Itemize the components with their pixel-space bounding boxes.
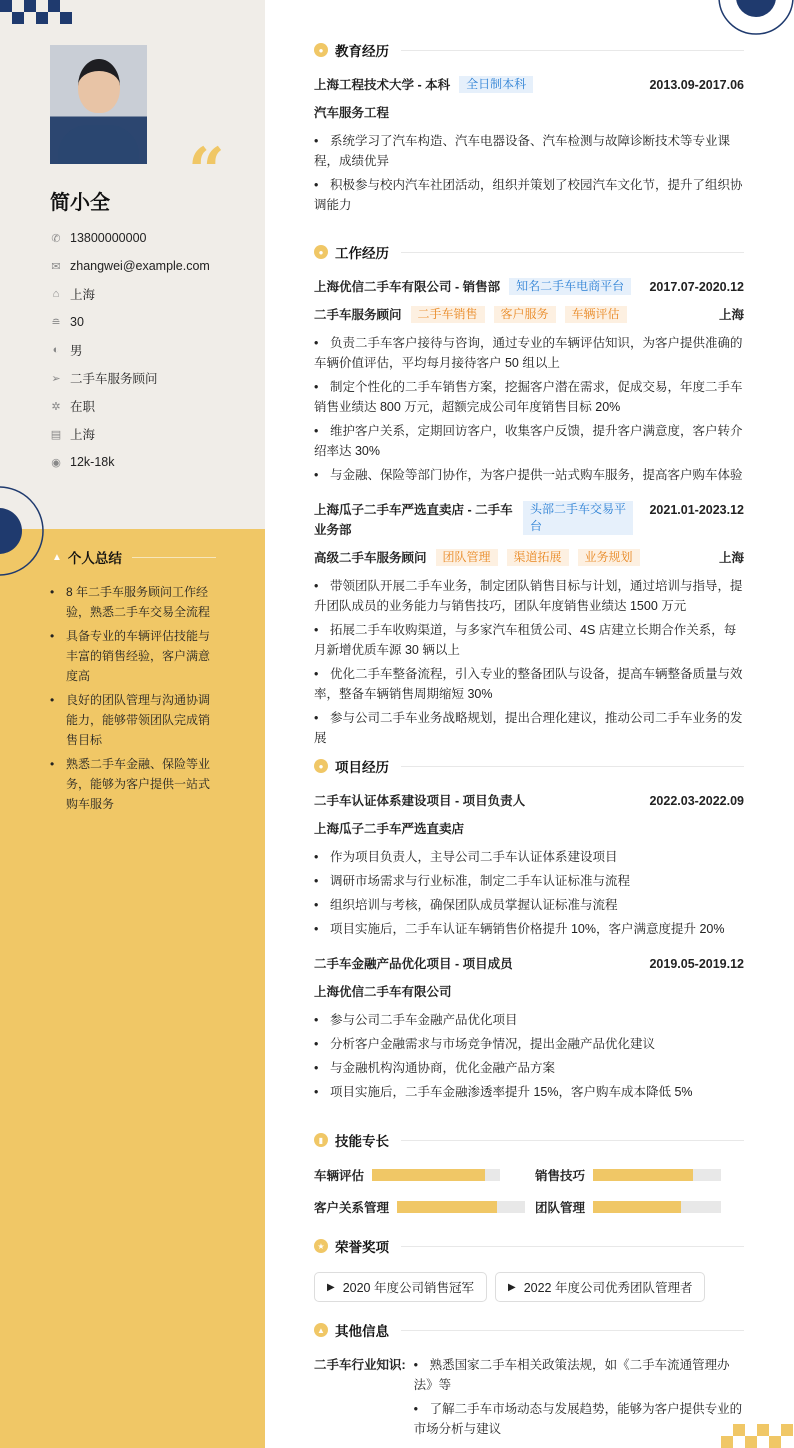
bullet-item: • 与金融机构沟通协商，优化金融产品方案 [314, 1058, 744, 1078]
skill-bar [372, 1169, 500, 1181]
project-bullets [314, 847, 744, 939]
company-tag: 头部二手车交易平台 [523, 501, 633, 535]
summary-item: • 8 年二手车服务顾问工作经验，熟悉二手车交易全流程 [50, 582, 216, 622]
user-icon: ▲ [52, 551, 62, 563]
checker-square [48, 0, 60, 12]
job-header [314, 500, 744, 540]
project-org-row [314, 819, 744, 839]
send-icon: ➢ [51, 372, 61, 385]
contact-list [50, 224, 210, 476]
bullet-item: • 项目实施后，二手车金融渗透率提升 15%，客户购车成本降低 5% [314, 1082, 744, 1102]
skill-tag: 客户服务 [494, 306, 556, 323]
circle-decoration [0, 484, 46, 578]
bullet-item: • 拓展二手车收购渠道，与多家汽车租赁公司、4S 店建立长期合作关系，每月新增优质车源 30 辆以上 [314, 620, 744, 660]
checker-square [745, 1436, 757, 1448]
bullet-item: • 优化二手车整备流程，引入专业的整备团队与设备，提高车辆整备质量与效率，整备车辆销售周期缩短 30% [314, 664, 744, 704]
salary-icon: ◉ [51, 456, 61, 469]
contact-text: 30 [70, 315, 84, 329]
education-date: 2013.09-2017.06 [649, 78, 744, 92]
mail-icon: ✉ [51, 260, 61, 273]
contact-text: 上海 [70, 428, 96, 442]
skill-tag: 团队管理 [436, 549, 498, 566]
job-city: 上海 [718, 308, 744, 322]
checker-square [36, 12, 48, 24]
contact-item [50, 280, 210, 308]
section-title: 其他信息 [335, 1324, 389, 1339]
contact-item [50, 336, 210, 364]
education-tag: 全日制本科 [459, 76, 533, 93]
section-title: 工作经历 [335, 246, 389, 261]
skill-tag: 业务规划 [578, 549, 640, 566]
skill-tag: 二手车销售 [411, 306, 485, 323]
other-item: • 了解二手车市场动态与发展趋势，能够为客户提供专业的市场分析与建议 [414, 1399, 744, 1439]
award-icon: ★ [314, 1239, 328, 1253]
honors-section [314, 1236, 744, 1302]
building-icon: ▤ [50, 428, 62, 441]
age-icon: ≘ [51, 316, 61, 329]
bullet-item: • 系统学习了汽车构造、汽车电器设备、汽车检测与故障诊断技术等专业课程，成绩优异 [314, 131, 744, 171]
checker-square [781, 1424, 793, 1436]
school-name: 上海工程技术大学 - 本科 [314, 78, 451, 92]
play-icon: ▶ [507, 1281, 516, 1293]
skill-bar-fill [593, 1169, 693, 1181]
bullet-item: • 调研市场需求与行业标准，制定二手车认证标准与流程 [314, 871, 744, 891]
skill-name: 车辆评估 [314, 1169, 365, 1183]
job-date: 2017.07-2020.12 [649, 280, 744, 294]
skill-tag: 车辆评估 [565, 306, 627, 323]
job-title-group [314, 500, 633, 540]
skill-bar-fill [372, 1169, 485, 1181]
skill-tag: 渠道拓展 [507, 549, 569, 566]
contact-item [50, 308, 210, 336]
status-icon: ✲ [51, 400, 61, 413]
chart-icon: ▮ [314, 1133, 328, 1147]
bullet-item: • 组织培训与考核，确保团队成员掌握认证标准与流程 [314, 895, 744, 915]
bullet-item: • 参与公司二手车金融产品优化项目 [314, 1010, 744, 1030]
contact-item [50, 224, 210, 252]
checker-square [769, 1436, 781, 1448]
job-role: 高级二手车服务顾问 [314, 551, 427, 565]
bullet-item: • 维护客户关系，定期回访客户，收集客户反馈，提升客户满意度，客户转介绍率达 30% [314, 421, 744, 461]
education-section [314, 40, 744, 219]
skill-name: 团队管理 [535, 1201, 586, 1215]
job-bullets [314, 576, 744, 748]
summary-item: • 良好的团队管理与沟通协调能力，能够带领团队完成销售目标 [50, 690, 216, 750]
honor-text: 2020 年度公司销售冠军 [342, 1281, 474, 1295]
honor-text: 2022 年度公司优秀团队管理者 [523, 1281, 693, 1295]
honor-item [314, 1272, 487, 1302]
job-role-row [314, 548, 744, 568]
project-name: 二手车金融产品优化项目 - 项目成员 [314, 957, 513, 971]
profile-name: 简小全 [50, 192, 110, 214]
education-icon: ● [314, 43, 328, 57]
project-section [314, 756, 744, 1106]
job-title-group [314, 277, 631, 297]
info-icon: ▲ [314, 1323, 328, 1337]
skill-item [314, 1197, 535, 1217]
work-icon: ● [314, 245, 328, 259]
contact-item [50, 392, 210, 420]
role-group [314, 305, 627, 325]
skill-bar-fill [593, 1201, 681, 1213]
bullet-item: • 负责二手车客户接待与咨询，通过专业的车辆评估知识，为客户提供准确的车辆价值评估，平均每月接待客户 50 组以上 [314, 333, 744, 373]
bullet-item: • 作为项目负责人，主导公司二手车认证体系建设项目 [314, 847, 744, 867]
quote-icon: “ [188, 134, 225, 209]
summary-list [50, 582, 216, 818]
summary-title: 个人总结 [67, 551, 122, 566]
skill-bar [593, 1169, 721, 1181]
checker-square [60, 12, 72, 24]
skill-bar-fill [397, 1201, 497, 1213]
avatar [50, 45, 147, 164]
section-title: 荣誉奖项 [335, 1240, 389, 1255]
checker-square [0, 0, 12, 12]
other-label: 二手车行业知识: [314, 1358, 406, 1372]
role-group [314, 548, 640, 568]
section-title: 项目经历 [335, 760, 389, 775]
contact-item [50, 420, 210, 448]
checker-square [24, 0, 36, 12]
summary-item: • 熟悉二手车金融、保险等业务，能够为客户提供一站式购车服务 [50, 754, 216, 814]
project-org: 上海瓜子二手车严选直卖店 [314, 822, 465, 836]
circle-decoration [716, 0, 794, 38]
company-name: 上海优信二手车有限公司 - 销售部 [314, 280, 501, 294]
project-header [314, 791, 744, 811]
contact-text: 二手车服务顾问 [70, 372, 158, 386]
company-name: 上海瓜子二手车严选直卖店 - 二手车业务部 [314, 503, 513, 537]
skill-name: 客户关系管理 [314, 1201, 390, 1215]
contact-item [50, 364, 210, 392]
job-role-row [314, 305, 744, 325]
contact-text: 上海 [70, 288, 96, 302]
project-icon: ● [314, 759, 328, 773]
project-name: 二手车认证体系建设项目 - 项目负责人 [314, 794, 526, 808]
skill-bar [593, 1201, 721, 1213]
contact-text: zhangwei@example.com [70, 259, 210, 273]
bullet-item: • 带领团队开展二手车业务，制定团队销售目标与计划，通过培训与指导，提升团队成员的业务能力与销售技巧，团队年度销售业绩达 1500 万元 [314, 576, 744, 616]
other-item: • 熟悉国家二手车相关政策法规，如《二手车流通管理办法》等 [414, 1355, 744, 1395]
checker-square [12, 12, 24, 24]
job-city: 上海 [718, 551, 744, 565]
contact-text: 在职 [70, 400, 96, 414]
honor-item [495, 1272, 705, 1302]
project-header [314, 954, 744, 974]
skill-item [535, 1197, 744, 1217]
contact-text: 12k-18k [70, 455, 115, 469]
bullet-item: • 参与公司二手车业务战略规划，提出合理化建议，推动公司二手车业务的发展 [314, 708, 744, 748]
gender-icon: ◐ [52, 344, 60, 356]
project-org-row [314, 982, 744, 1002]
summary-item: • 具备专业的车辆评估技能与丰富的销售经验，客户满意度高 [50, 626, 216, 686]
bullet-item: • 与金融、保险等部门协作，为客户提供一站式购车服务，提高客户购车体验 [314, 465, 744, 485]
checker-square [757, 1424, 769, 1436]
section-title: 教育经历 [335, 44, 389, 59]
job-header [314, 277, 744, 297]
contact-text: 13800000000 [70, 231, 147, 245]
other-section [314, 1320, 744, 1443]
contact-item [50, 448, 210, 476]
project-bullets [314, 1010, 744, 1102]
bullet-item: • 项目实施后，二手车认证车辆销售价格提升 10%，客户满意度提升 20% [314, 919, 744, 939]
play-icon: ▶ [327, 1281, 335, 1293]
phone-icon: ✆ [51, 232, 61, 245]
home-icon: ⌂ [52, 288, 60, 300]
job-date: 2021.01-2023.12 [649, 503, 744, 517]
section-title: 技能专长 [335, 1134, 389, 1149]
bullet-item: • 制定个性化的二手车销售方案，挖掘客户潜在需求，促成交易，年度二手车销售业绩达 800 万元，超额完成公司年度销售目标 20% [314, 377, 744, 417]
contact-text: 男 [70, 344, 83, 358]
job-role: 二手车服务顾问 [314, 308, 402, 322]
major: 汽车服务工程 [314, 106, 390, 120]
skill-bar [397, 1201, 525, 1213]
work-section [314, 242, 744, 752]
skill-item [314, 1165, 535, 1185]
project-org: 上海优信二手车有限公司 [314, 985, 452, 999]
bullet-item: • 积极参与校内汽车社团活动，组织并策划了校园汽车文化节，提升了组织协调能力 [314, 175, 744, 215]
contact-item [50, 252, 210, 280]
project-date: 2022.03-2022.09 [649, 794, 744, 808]
company-tag: 知名二手车电商平台 [509, 278, 631, 295]
job-bullets [314, 333, 744, 485]
skills-section [314, 1130, 744, 1217]
bullet-item: • 分析客户金融需求与市场竞争情况，提出金融产品优化建议 [314, 1034, 744, 1054]
skill-name: 销售技巧 [535, 1169, 586, 1183]
summary-header [52, 547, 216, 567]
skill-item [535, 1165, 744, 1185]
project-date: 2019.05-2019.12 [649, 957, 744, 971]
